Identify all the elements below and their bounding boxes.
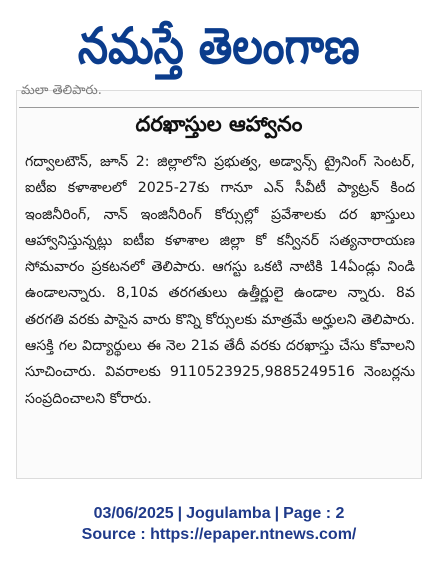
footer-edition: Jogulamba xyxy=(186,505,271,522)
footer-separator: | xyxy=(274,505,280,522)
footer-page: Page : 2 xyxy=(283,505,345,522)
masthead-title: నమస్తే తెలంగాణ xyxy=(78,17,360,75)
footer-source: Source : https://epaper.ntnews.com/ xyxy=(81,526,357,543)
footer-separator: | xyxy=(177,505,183,522)
previous-article-fragment xyxy=(21,83,417,105)
newspaper-masthead xyxy=(6,6,432,86)
article-divider xyxy=(19,107,419,108)
article-headline: దరఖాస్తుల ఆహ్వానం xyxy=(135,112,303,136)
footer-meta xyxy=(0,505,438,523)
article-body-text: గద్వాలటౌన్, జూన్ 2: జిల్లాలోని ప్రభుత్వ, అడ్వాన్స్ ట్రైనింగ్ సెంటర్, ఐటీఐ కళాశాలలో 2025-27కు గానూ ఎన్ సీవీటీ ప్యాట్రన్ కింద ఇంజినీరింగ్, నాన్ ఇంజినీరింగ్ కోర్సుల్లో ప్రవేశాలకు దర ఖాస్తులు ఆహ్వానిస్తున్నట్లు ఐటీఐ కళాశాల జిల్లా కో కన్వీనర్ సత్యనారాయణ సోమవారం ప్రకటనలో తెలిపారు. ఆగస్టు ఒకటి నాటికి 14ఏండ్లు నిండి ఉండాలన్నారు. 8,10వ తరగతులు ఉత్తీర్ణులై ఉండాల న్నారు. 8వ తరగతి వరకు పాసైన వారు కొన్ని కోర్సులకు మాత్రమే అర్హులని తెలిపారు. ఆసక్తి గల విద్యార్థులు ఈ నెల 21వ తేదీ వరకు దరఖాస్తు చేసు కోవాలని సూచించారు. వివరాలకు 9110523925,9885249516 నెంబర్లను సంప్రదించాలని కోరారు. xyxy=(25,154,415,407)
article-clipping xyxy=(16,83,422,479)
article-body xyxy=(25,149,415,412)
fragment-text: మలా తెలిపారు. xyxy=(21,83,102,98)
footer-date: 03/06/2025 xyxy=(93,505,174,522)
